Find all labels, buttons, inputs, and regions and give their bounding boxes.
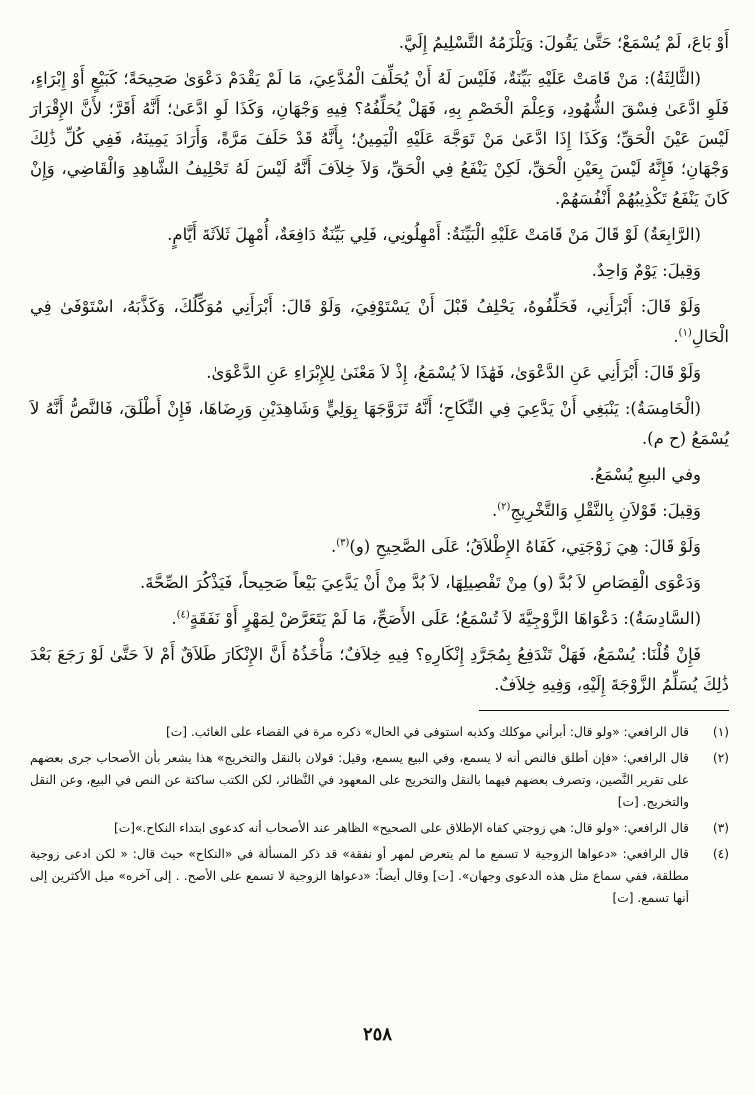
paragraph <box>30 358 729 388</box>
footnote-number: (٣) <box>712 821 729 835</box>
paragraph <box>30 604 729 634</box>
footnote-text: قال الرافعي: «ولو قال: أبرأني موكلك وكذبه استوفى في الحال» ذكره مرة في القضاء على الغائب. [ت] <box>166 725 689 739</box>
paragraph <box>30 292 729 352</box>
paragraph-text: وَلَوْ قَالَ: أَبْرَأَنِي عَنِ الدَّعْوَىٰ، فَهَٰذَا لاَ يُسْمَعُ، إِذْ لاَ مَعْنَىٰ لِلإِبْرَاءِ عَنِ الدَّعْوَىٰ. <box>206 363 701 382</box>
paragraph-text: (الرَّابِعَةُ) لَوْ قَالَ مَنْ قَامَتْ عَلَيْهِ الْبَيِّنَةُ: أَمْهِلُونِي، فَلِي بَيِّنَةٌ دَافِعَةٌ، أُمْهِلَ ثَلاَثَةَ أَيَّامٍ. <box>167 225 701 244</box>
footnote-text: قال الرافعي: «ولو قال: هي زوجتي كفاه الإطلاق على الصحيح» الظاهر عند الأصحاب أنه كدعوى ابتداء النكاح.»[ت] <box>113 821 689 835</box>
footnote <box>30 843 729 909</box>
paragraph <box>30 256 729 286</box>
paragraph <box>30 64 729 214</box>
footnote-text: قال الرافعي: «فإن أطلق فالنص أنه لا يسمع، وفي البيع يسمع، وقيل: قولان بالنقل والتخريج» هذا يشعر بأن الأصحاب جرى بعضهم على تقرير النَّصين، وتصرف بعضهم فيهما بالنقل والتخريج على المعهود في النَّظائر، لكن الكتب ساكتة عن النص في البيع، وعن النقل والتخريج. [ت] <box>30 751 689 809</box>
punctuation: . <box>673 327 679 346</box>
page-number: ٢٥٨ <box>362 1024 392 1045</box>
paragraph-text: (الثَّالِثَةُ): مَنْ قَامَتْ عَلَيْهِ بَيِّنَةٌ، فَلَيْسَ لَهُ أَنْ يُحَلِّفَ الْمُدَّعِيَ، مَا لَمْ يَقْدَمْ دَعْوَىٰ صَحِيحَةً؛ كَبَيْعٍ أَوْ إِبْرَاءٍ، فَلَوِ ادَّعَىٰ فِسْقَ الشُّهُودِ، وَعِلْمَ الْخَصْمِ بِهِ، فَهَلْ يُحَلِّفُهُ؟ فِيهِ وَجْهَانِ، وَكَذَا لَوِ ادَّعَىٰ؛ أَنَّهُ أَقَرَّ؛ لأَنَّ الإِقْرَارَ لَيْسَ عَيْنَ الْحَقِّ؛ وَكَذَا إِذَا ادَّعَىٰ مَنْ تَوَجَّهَ عَلَيْهِ الْيَمِينُ؛ بِأَنَّهُ قَدْ حَلَفَ مَرَّةً، وَأَرَادَ يَمِينَهُ، فَفِي كُلِّ ذَٰلِكَ وَجْهَانِ؛ فَإِنَّهُ لَيْسَ بِعَيْنِ الْحَقِّ، لَكِنْ يَنْفَعُ فِي الْحَقِّ، وَلاَ خِلاَفَ أَنَّهُ لَيْسَ لَهُ تَحْلِيفُ الشَّاهِدِ وَالْقَاضِي، وَإِنْ كَانَ يَنْفَعُ تَكْذِيبُهُمْ أَنْفُسَهُمْ. <box>30 69 729 208</box>
paragraph-text: وَقِيلَ: يَوْمٌ وَاحِدٌ. <box>591 261 701 280</box>
paragraph-text: وَلَوْ قَالَ: أَبْرَأَنِي، فَحَلِّفُوهُ، يَحْلِفُ قَبْلَ أَنْ يَسْتَوْفِيَ، وَلَوْ قَالَ: أَبْرَأَنِي مُوَكِّلُكَ، وَكَذَّبَهُ، اسْتَوْفَىٰ فِي الْحَالِ <box>30 297 729 346</box>
footnote-marker: (٢) <box>497 501 511 513</box>
paragraph <box>30 496 729 526</box>
paragraph-text: (الْخَامِسَةُ): يَنْبَغِي أَنْ يَدَّعِيَ فِي النِّكَاحِ؛ أَنَّهُ تَزَوَّجَهَا بِوَلِيٍّ وَشَاهِدَيْنِ وَرِضَاهَا، فَإِنْ أَطْلَقَ، فَالنَّصُّ أَنَّهُ لاَ يُسْمَعُ (ح م). <box>30 399 729 448</box>
footnote-number: (١) <box>712 725 729 739</box>
footnote-marker: (٤) <box>176 609 190 621</box>
paragraph-text: (السَّادِسَةُ): دَعْوَاهَا الزَّوْجِيَّةَ لاَ تُسْمَعُ؛ عَلَى الأَصَحِّ، مَا لَمْ يَتَعَرَّضْ لِمَهْرٍ أَوْ نَفَقَةٍ <box>189 609 701 628</box>
footnote <box>30 721 729 743</box>
paragraph-text: أَوْ بَاعَ، لَمْ يُسْمَعْ؛ حَتَّىٰ يَقُولَ: وَيَلْزَمُهُ التَّسْلِيمُ إِلَيَّ. <box>398 33 729 52</box>
paragraph-text: وَلَوْ قَالَ: هِيَ زَوْجَتِي، كَفَاهُ الإِطْلاَقُ؛ عَلَى الصَّحِيحِ (و) <box>349 537 701 556</box>
footnote-marker: (٣) <box>336 537 350 549</box>
footnotes <box>30 721 729 909</box>
paragraph <box>30 568 729 598</box>
paragraph <box>30 394 729 454</box>
paragraph <box>30 220 729 250</box>
footnote-number: (٤) <box>712 847 729 861</box>
paragraph <box>30 460 729 490</box>
punctuation: . <box>171 609 177 628</box>
paragraph-text: وفي البيعِ يُسْمَعُ. <box>589 465 701 484</box>
paragraph <box>30 28 729 58</box>
footnote-text: قال الرافعي: «دعواها الزوجية لا تسمع ما لم يتعرض لمهر أو نفقة» قد ذكر المسألة في «النكاح» حيث قال: « لكن ادعى زوجية مطلقة، ففي سماع مثل هذه الدعوى وجهان». [ت] وقال أيضاً: «دعواها الزوجية لا تسمع على الأصح. . إلى آخره» ميل الأكثرين إلى أنها تسمع. [ت] <box>30 847 689 905</box>
paragraph-text: وَدَعْوَى الْقِصَاصِ لاَ بُدَّ (و) مِنْ تَفْصِيلِهَا، لاَ بُدَّ مِنْ أَنْ يَدَّعِيَ بَيْعاً صَحِيحاً، فَيَذْكُرَ الصِّحَّةَ. <box>139 573 701 592</box>
punctuation: . <box>491 501 498 520</box>
paragraph <box>30 532 729 562</box>
footnote <box>30 747 729 813</box>
paragraph-text: وَقِيلَ: قَوْلاَنِ بِالنَّقْلِ وَالتَّخْرِيجِ <box>510 501 701 520</box>
footnote-number: (٢) <box>712 751 729 765</box>
paragraph-text: فَإِنْ قُلْنَا: يُسْمَعُ، فَهَلْ تَنْدَفِعُ بِمُجَرَّدِ إِنْكَارِهِ؟ فِيهِ خِلاَفٌ؛ مَأْخَذُهُ أَنَّ الإِنْكَارَ طَلاَقٌ أَمْ لاَ حَتَّىٰ لَوْ رَجَعَ بَعْدَ ذَٰلِكَ يُسَلِّمُ الزَّوْجَةَ إِلَيْهِ، وَفِيهِ خِلاَفٌ. <box>30 645 729 694</box>
punctuation: . <box>330 537 337 556</box>
paragraph <box>30 640 729 700</box>
main-text <box>30 28 729 700</box>
footnote-marker: (١) <box>678 327 692 339</box>
footnote <box>30 817 729 839</box>
footnote-separator <box>479 710 729 711</box>
